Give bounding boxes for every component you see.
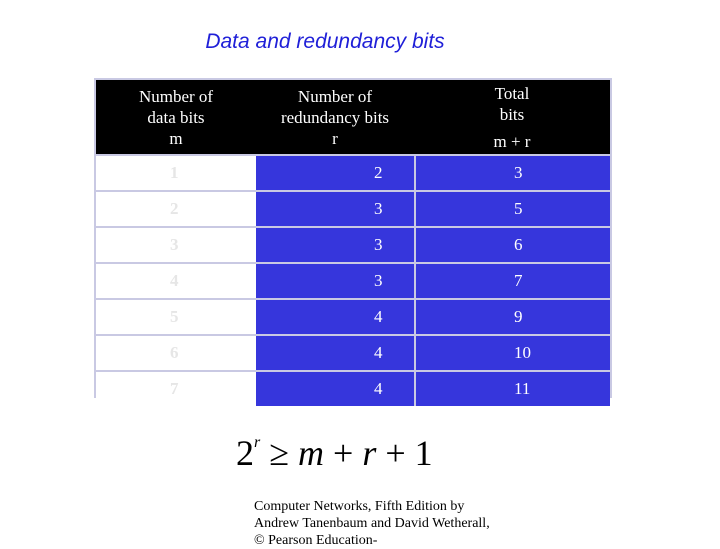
formula-constant: 1 xyxy=(414,433,433,473)
cell-redundancy-bits: 4 xyxy=(256,336,414,370)
formula-relation: ≥ xyxy=(269,433,289,473)
formula-plus: + xyxy=(385,433,406,473)
header-total-bits xyxy=(414,80,610,154)
cell-data-bits: 5 xyxy=(96,300,256,334)
cell-redundancy-bits: 2 xyxy=(256,156,414,190)
header-line: r xyxy=(332,128,338,148)
header-line: bits xyxy=(499,104,525,124)
formula-exponent: r xyxy=(254,434,261,451)
cell-data-bits: 2 xyxy=(96,192,256,226)
formula-base: 2 xyxy=(236,433,254,473)
header-data-bits xyxy=(96,80,256,154)
header-line: Number of xyxy=(297,86,373,106)
header-line: m xyxy=(169,128,183,148)
cell-data-bits: 1 xyxy=(96,156,256,190)
cell-data-bits: 3 xyxy=(96,228,256,262)
cell-total-bits: 11 xyxy=(414,372,610,406)
header-line: m + r xyxy=(493,131,531,151)
cell-redundancy-bits: 3 xyxy=(256,192,414,226)
cell-total-bits: 6 xyxy=(414,228,610,262)
formula-m: m xyxy=(298,433,324,473)
cell-redundancy-bits: 4 xyxy=(256,372,414,406)
slide-title: Data and redundancy bits xyxy=(205,30,445,53)
cell-data-bits: 7 xyxy=(96,372,256,406)
cell-total-bits: 5 xyxy=(414,192,610,226)
cell-total-bits: 10 xyxy=(414,336,610,370)
cell-total-bits: 3 xyxy=(414,156,610,190)
cell-data-bits: 6 xyxy=(96,336,256,370)
header-line: data bits xyxy=(147,107,205,127)
cell-redundancy-bits: 4 xyxy=(256,300,414,334)
header-redundancy-bits xyxy=(256,80,414,154)
source-credit: Computer Networks, Fifth Edition by Andrew Tanenbaum and David Wetherall, © Pearson Education- xyxy=(254,499,490,548)
cell-total-bits: 9 xyxy=(414,300,610,334)
cell-redundancy-bits: 3 xyxy=(256,264,414,298)
formula-r: r xyxy=(362,433,377,473)
cell-data-bits: 4 xyxy=(96,264,256,298)
hamming-inequality xyxy=(236,432,433,474)
header-line: Number of xyxy=(138,86,214,106)
header-line: redundancy bits xyxy=(280,107,390,127)
redundancy-table xyxy=(96,80,610,396)
cell-total-bits: 7 xyxy=(414,264,610,298)
cell-redundancy-bits: 3 xyxy=(256,228,414,262)
formula-plus: + xyxy=(333,433,354,473)
redundancy-table-frame xyxy=(94,78,612,398)
header-line: Total xyxy=(494,83,530,103)
